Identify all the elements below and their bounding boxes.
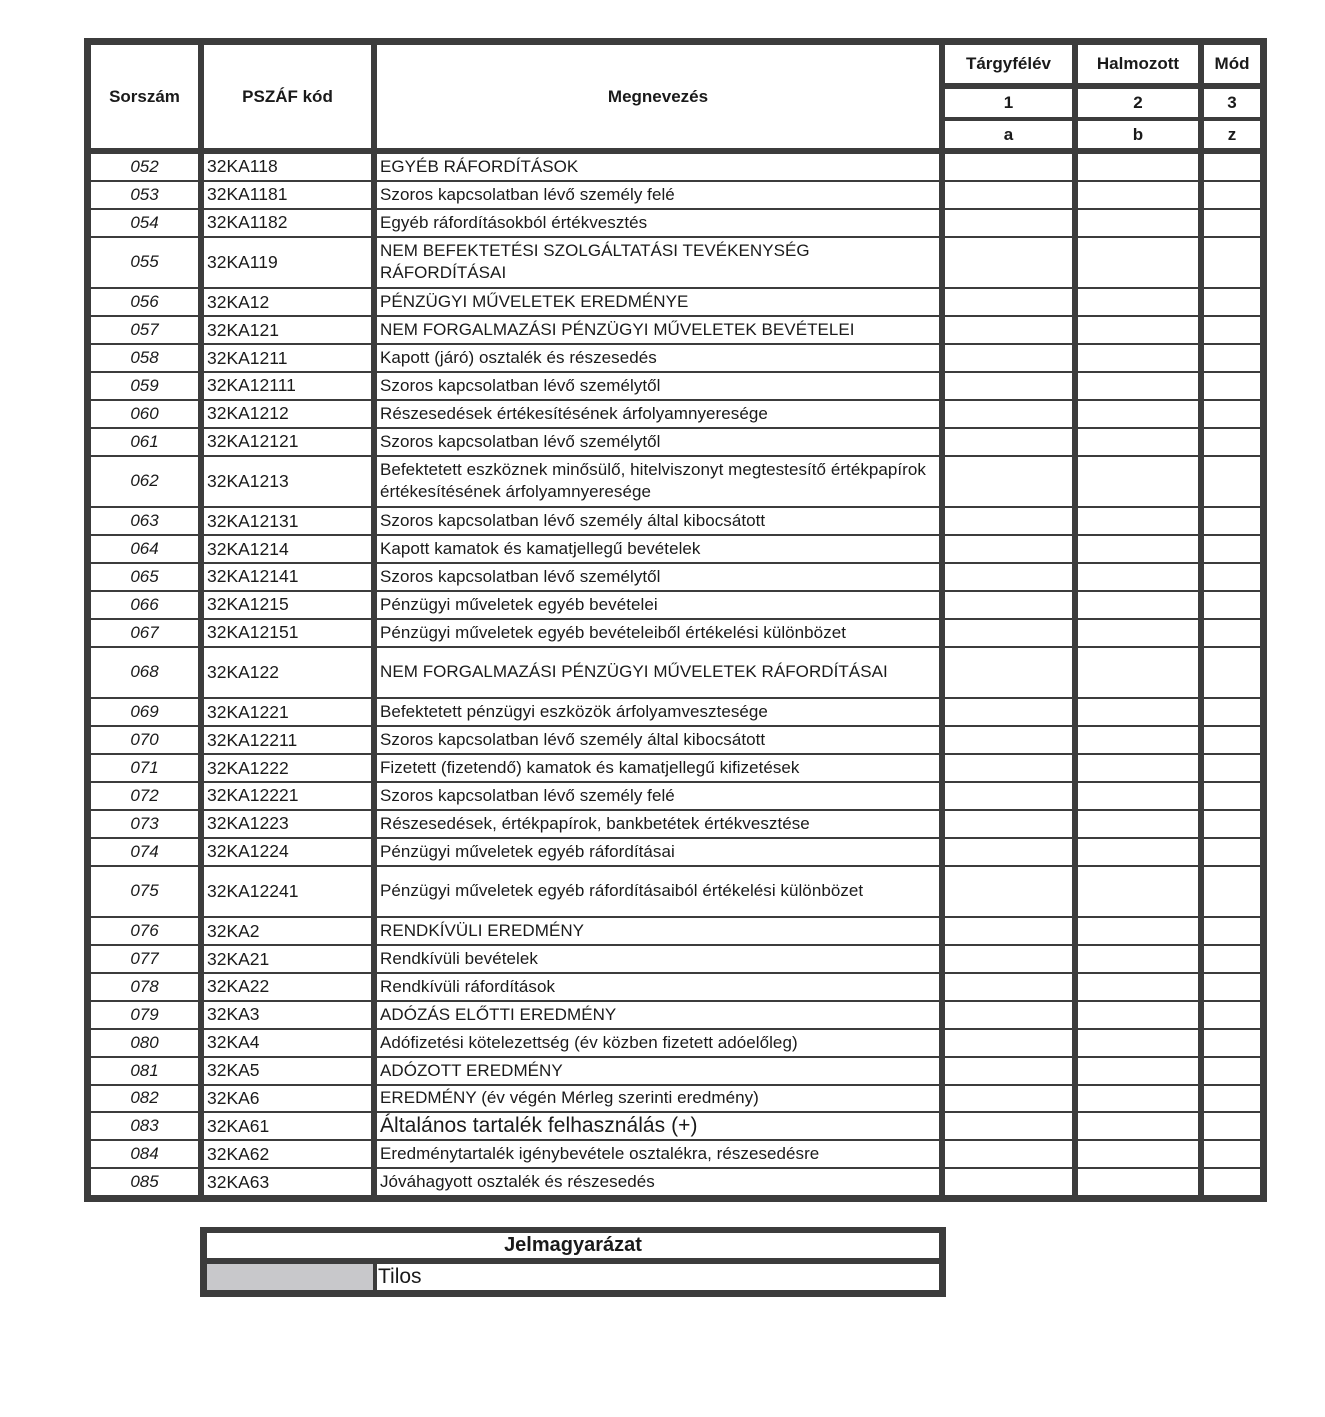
cell-sorszam: 077 [91, 946, 198, 972]
cell-halmozott[interactable] [1078, 373, 1198, 399]
cell-mod[interactable] [1204, 238, 1260, 288]
header-col3-number: 3 [1204, 89, 1260, 117]
cell-halmozott[interactable] [1078, 536, 1198, 562]
cell-pszaf-kod: 32KA1215 [204, 592, 371, 618]
cell-halmozott[interactable] [1078, 783, 1198, 809]
cell-halmozott[interactable] [1078, 154, 1198, 180]
cell-halmozott[interactable] [1078, 210, 1198, 236]
cell-halmozott[interactable] [1078, 564, 1198, 590]
cell-pszaf-kod: 32KA1182 [204, 210, 371, 236]
cell-mod[interactable] [1204, 1141, 1260, 1167]
cell-halmozott[interactable] [1078, 401, 1198, 427]
cell-targyfelev[interactable] [945, 1030, 1072, 1056]
cell-halmozott[interactable] [1078, 345, 1198, 371]
cell-halmozott[interactable] [1078, 1002, 1198, 1028]
cell-halmozott[interactable] [1078, 182, 1198, 208]
cell-pszaf-kod: 32KA1223 [204, 811, 371, 837]
cell-targyfelev[interactable] [945, 1169, 1072, 1195]
cell-sorszam: 078 [91, 974, 198, 1000]
header-megnevezes: Megnevezés [377, 45, 939, 148]
cell-mod[interactable] [1204, 1169, 1260, 1195]
cell-pszaf-kod: 32KA63 [204, 1169, 371, 1195]
cell-sorszam: 085 [91, 1169, 198, 1195]
cell-pszaf-kod: 32KA61 [204, 1113, 371, 1139]
cell-targyfelev[interactable] [945, 373, 1072, 399]
cell-sorszam: 056 [91, 289, 198, 315]
cell-sorszam: 064 [91, 536, 198, 562]
cell-halmozott[interactable] [1078, 1113, 1198, 1139]
cell-pszaf-kod: 32KA12111 [204, 373, 371, 399]
cell-halmozott[interactable] [1078, 1086, 1198, 1112]
cell-targyfelev[interactable] [945, 839, 1072, 865]
cell-sorszam: 073 [91, 811, 198, 837]
cell-targyfelev[interactable] [945, 317, 1072, 343]
cell-mod[interactable] [1204, 289, 1260, 315]
cell-megnevezes: Befektetett pénzügyi eszközök árfolyamvesztesége [377, 699, 939, 725]
cell-sorszam: 069 [91, 699, 198, 725]
cell-mod[interactable] [1204, 648, 1260, 698]
cell-targyfelev[interactable] [945, 182, 1072, 208]
cell-sorszam: 071 [91, 755, 198, 781]
cell-megnevezes: Szoros kapcsolatban lévő személy felé [377, 783, 939, 809]
cell-targyfelev[interactable] [945, 1141, 1072, 1167]
cell-targyfelev[interactable] [945, 1002, 1072, 1028]
cell-targyfelev[interactable] [945, 946, 1072, 972]
cell-sorszam: 062 [91, 457, 198, 507]
cell-mod[interactable] [1204, 457, 1260, 507]
cell-mod[interactable] [1204, 592, 1260, 618]
cell-targyfelev[interactable] [945, 401, 1072, 427]
cell-sorszam: 074 [91, 839, 198, 865]
legend-label-forbidden: Tilos [377, 1264, 939, 1290]
cell-pszaf-kod: 32KA6 [204, 1086, 371, 1112]
cell-megnevezes: Szoros kapcsolatban lévő személy által kibocsátott [377, 727, 939, 753]
cell-mod[interactable] [1204, 811, 1260, 837]
cell-targyfelev[interactable] [945, 1058, 1072, 1084]
cell-megnevezes: Rendkívüli bevételek [377, 946, 939, 972]
cell-mod[interactable] [1204, 974, 1260, 1000]
cell-targyfelev[interactable] [945, 1113, 1072, 1139]
cell-mod[interactable] [1204, 1113, 1260, 1139]
cell-sorszam: 058 [91, 345, 198, 371]
cell-halmozott[interactable] [1078, 946, 1198, 972]
cell-megnevezes: Pénzügyi műveletek egyéb bevételeiből értékelési különbözet [377, 620, 939, 646]
cell-pszaf-kod: 32KA21 [204, 946, 371, 972]
cell-halmozott[interactable] [1078, 1141, 1198, 1167]
cell-sorszam: 059 [91, 373, 198, 399]
cell-mod[interactable] [1204, 182, 1260, 208]
legend-swatch-forbidden [207, 1264, 373, 1290]
cell-megnevezes: Szoros kapcsolatban lévő személy által kibocsátott [377, 508, 939, 534]
cell-sorszam: 068 [91, 648, 198, 698]
header-col2-number: 2 [1078, 89, 1198, 117]
cell-sorszam: 055 [91, 238, 198, 288]
cell-megnevezes: NEM BEFEKTETÉSI SZOLGÁLTATÁSI TEVÉKENYSÉG RÁFORDÍTÁSAI [377, 238, 939, 288]
cell-sorszam: 052 [91, 154, 198, 180]
cell-sorszam: 072 [91, 783, 198, 809]
cell-sorszam: 075 [91, 867, 198, 917]
cell-pszaf-kod: 32KA118 [204, 154, 371, 180]
cell-megnevezes: Pénzügyi műveletek egyéb bevételei [377, 592, 939, 618]
cell-halmozott[interactable] [1078, 620, 1198, 646]
cell-targyfelev[interactable] [945, 345, 1072, 371]
cell-pszaf-kod: 32KA1221 [204, 699, 371, 725]
cell-sorszam: 061 [91, 429, 198, 455]
cell-pszaf-kod: 32KA12141 [204, 564, 371, 590]
cell-halmozott[interactable] [1078, 755, 1198, 781]
legend-box [200, 1227, 946, 1297]
report-table [84, 38, 1267, 1202]
cell-halmozott[interactable] [1078, 974, 1198, 1000]
cell-sorszam: 053 [91, 182, 198, 208]
cell-sorszam: 080 [91, 1030, 198, 1056]
cell-mod[interactable] [1204, 508, 1260, 534]
cell-halmozott[interactable] [1078, 317, 1198, 343]
cell-pszaf-kod: 32KA4 [204, 1030, 371, 1056]
cell-mod[interactable] [1204, 536, 1260, 562]
cell-targyfelev[interactable] [945, 289, 1072, 315]
cell-mod[interactable] [1204, 699, 1260, 725]
cell-pszaf-kod: 32KA22 [204, 974, 371, 1000]
cell-pszaf-kod: 32KA1211 [204, 345, 371, 371]
cell-mod[interactable] [1204, 564, 1260, 590]
cell-targyfelev[interactable] [945, 564, 1072, 590]
cell-halmozott[interactable] [1078, 1030, 1198, 1056]
cell-sorszam: 070 [91, 727, 198, 753]
cell-mod[interactable] [1204, 317, 1260, 343]
cell-halmozott[interactable] [1078, 1169, 1198, 1195]
cell-sorszam: 081 [91, 1058, 198, 1084]
cell-megnevezes: Kapott kamatok és kamatjellegű bevételek [377, 536, 939, 562]
cell-targyfelev[interactable] [945, 592, 1072, 618]
cell-megnevezes: Fizetett (fizetendő) kamatok és kamatjellegű kifizetések [377, 755, 939, 781]
cell-megnevezes: PÉNZÜGYI MŰVELETEK EREDMÉNYE [377, 289, 939, 315]
cell-sorszam: 076 [91, 918, 198, 944]
cell-pszaf-kod: 32KA12241 [204, 867, 371, 917]
cell-mod[interactable] [1204, 1002, 1260, 1028]
cell-halmozott[interactable] [1078, 429, 1198, 455]
cell-sorszam: 054 [91, 210, 198, 236]
cell-pszaf-kod: 32KA1181 [204, 182, 371, 208]
cell-megnevezes: NEM FORGALMAZÁSI PÉNZÜGYI MŰVELETEK BEVÉTELEI [377, 317, 939, 343]
cell-pszaf-kod: 32KA12 [204, 289, 371, 315]
cell-targyfelev[interactable] [945, 755, 1072, 781]
cell-targyfelev[interactable] [945, 918, 1072, 944]
cell-halmozott[interactable] [1078, 867, 1198, 917]
cell-pszaf-kod: 32KA12151 [204, 620, 371, 646]
header-col3-letter: z [1204, 121, 1260, 148]
cell-pszaf-kod: 32KA121 [204, 317, 371, 343]
cell-targyfelev[interactable] [945, 648, 1072, 698]
header-targyfelev: Tárgyfélév [945, 45, 1072, 83]
cell-halmozott[interactable] [1078, 648, 1198, 698]
cell-megnevezes: RENDKÍVÜLI EREDMÉNY [377, 918, 939, 944]
header-pszaf-kod: PSZÁF kód [204, 45, 371, 148]
cell-megnevezes: Eredménytartalék igénybevétele osztalékra, részesedésre [377, 1141, 939, 1167]
cell-pszaf-kod: 32KA12121 [204, 429, 371, 455]
cell-mod[interactable] [1204, 867, 1260, 917]
cell-sorszam: 065 [91, 564, 198, 590]
legend-title: Jelmagyarázat [207, 1233, 939, 1258]
cell-pszaf-kod: 32KA3 [204, 1002, 371, 1028]
header-col1-letter: a [945, 121, 1072, 148]
cell-sorszam: 060 [91, 401, 198, 427]
cell-pszaf-kod: 32KA12131 [204, 508, 371, 534]
cell-mod[interactable] [1204, 783, 1260, 809]
cell-sorszam: 084 [91, 1141, 198, 1167]
cell-halmozott[interactable] [1078, 289, 1198, 315]
cell-megnevezes: EREDMÉNY (év végén Mérleg szerinti eredmény) [377, 1086, 939, 1112]
cell-halmozott[interactable] [1078, 918, 1198, 944]
cell-sorszam: 082 [91, 1086, 198, 1112]
cell-mod[interactable] [1204, 1086, 1260, 1112]
cell-mod[interactable] [1204, 210, 1260, 236]
cell-targyfelev[interactable] [945, 1086, 1072, 1112]
header-mod: Mód [1204, 45, 1260, 83]
cell-targyfelev[interactable] [945, 974, 1072, 1000]
cell-pszaf-kod: 32KA1222 [204, 755, 371, 781]
cell-mod[interactable] [1204, 946, 1260, 972]
cell-mod[interactable] [1204, 755, 1260, 781]
cell-halmozott[interactable] [1078, 238, 1198, 288]
cell-pszaf-kod: 32KA119 [204, 238, 371, 288]
cell-mod[interactable] [1204, 373, 1260, 399]
cell-pszaf-kod: 32KA2 [204, 918, 371, 944]
cell-targyfelev[interactable] [945, 536, 1072, 562]
cell-halmozott[interactable] [1078, 508, 1198, 534]
cell-halmozott[interactable] [1078, 727, 1198, 753]
cell-megnevezes: ADÓZOTT EREDMÉNY [377, 1058, 939, 1084]
cell-targyfelev[interactable] [945, 210, 1072, 236]
cell-pszaf-kod: 32KA1213 [204, 457, 371, 507]
cell-targyfelev[interactable] [945, 508, 1072, 534]
header-col1-number: 1 [945, 89, 1072, 117]
cell-targyfelev[interactable] [945, 783, 1072, 809]
cell-pszaf-kod: 32KA1214 [204, 536, 371, 562]
cell-targyfelev[interactable] [945, 154, 1072, 180]
cell-mod[interactable] [1204, 918, 1260, 944]
cell-megnevezes: Szoros kapcsolatban lévő személy felé [377, 182, 939, 208]
cell-megnevezes: Jóváhagyott osztalék és részesedés [377, 1169, 939, 1195]
cell-mod[interactable] [1204, 1030, 1260, 1056]
cell-halmozott[interactable] [1078, 457, 1198, 507]
cell-mod[interactable] [1204, 401, 1260, 427]
cell-mod[interactable] [1204, 1058, 1260, 1084]
cell-targyfelev[interactable] [945, 238, 1072, 288]
cell-halmozott[interactable] [1078, 1058, 1198, 1084]
cell-megnevezes: Általános tartalék felhasználás (+) [377, 1113, 939, 1139]
cell-mod[interactable] [1204, 429, 1260, 455]
cell-mod[interactable] [1204, 154, 1260, 180]
cell-megnevezes: EGYÉB RÁFORDÍTÁSOK [377, 154, 939, 180]
cell-megnevezes: Kapott (járó) osztalék és részesedés [377, 345, 939, 371]
cell-megnevezes: Pénzügyi műveletek egyéb ráfordításai [377, 839, 939, 865]
cell-pszaf-kod: 32KA1212 [204, 401, 371, 427]
cell-targyfelev[interactable] [945, 620, 1072, 646]
cell-targyfelev[interactable] [945, 457, 1072, 507]
cell-sorszam: 083 [91, 1113, 198, 1139]
header-halmozott: Halmozott [1078, 45, 1198, 83]
cell-megnevezes: Egyéb ráfordításokból értékvesztés [377, 210, 939, 236]
cell-pszaf-kod: 32KA62 [204, 1141, 371, 1167]
cell-sorszam: 063 [91, 508, 198, 534]
cell-megnevezes: Szoros kapcsolatban lévő személytől [377, 429, 939, 455]
cell-megnevezes: NEM FORGALMAZÁSI PÉNZÜGYI MŰVELETEK RÁFORDÍTÁSAI [377, 648, 939, 698]
cell-megnevezes: ADÓZÁS ELŐTTI EREDMÉNY [377, 1002, 939, 1028]
cell-megnevezes: Pénzügyi műveletek egyéb ráfordításaiból értékelési különbözet [377, 867, 939, 917]
cell-halmozott[interactable] [1078, 839, 1198, 865]
cell-megnevezes: Szoros kapcsolatban lévő személytől [377, 373, 939, 399]
cell-sorszam: 079 [91, 1002, 198, 1028]
cell-pszaf-kod: 32KA1224 [204, 839, 371, 865]
cell-sorszam: 067 [91, 620, 198, 646]
cell-mod[interactable] [1204, 620, 1260, 646]
cell-pszaf-kod: 32KA12211 [204, 727, 371, 753]
cell-targyfelev[interactable] [945, 699, 1072, 725]
cell-pszaf-kod: 32KA122 [204, 648, 371, 698]
cell-megnevezes: Részesedések, értékpapírok, bankbetétek értékvesztése [377, 811, 939, 837]
cell-megnevezes: Befektetett eszköznek minősülő, hitelviszonyt megtestesítő értékpapírok értékesítésének árfolyamnyeresége [377, 457, 939, 507]
cell-pszaf-kod: 32KA12221 [204, 783, 371, 809]
cell-sorszam: 057 [91, 317, 198, 343]
cell-megnevezes: Részesedések értékesítésének árfolyamnyeresége [377, 401, 939, 427]
cell-halmozott[interactable] [1078, 699, 1198, 725]
cell-halmozott[interactable] [1078, 811, 1198, 837]
cell-pszaf-kod: 32KA5 [204, 1058, 371, 1084]
header-sorszam: Sorszám [91, 45, 198, 148]
cell-megnevezes: Rendkívüli ráfordítások [377, 974, 939, 1000]
cell-targyfelev[interactable] [945, 811, 1072, 837]
header-col2-letter: b [1078, 121, 1198, 148]
cell-mod[interactable] [1204, 727, 1260, 753]
cell-halmozott[interactable] [1078, 592, 1198, 618]
cell-targyfelev[interactable] [945, 867, 1072, 917]
cell-targyfelev[interactable] [945, 727, 1072, 753]
cell-megnevezes: Szoros kapcsolatban lévő személytől [377, 564, 939, 590]
cell-megnevezes: Adófizetési kötelezettség (év közben fizetett adóelőleg) [377, 1030, 939, 1056]
cell-mod[interactable] [1204, 839, 1260, 865]
cell-sorszam: 066 [91, 592, 198, 618]
cell-mod[interactable] [1204, 345, 1260, 371]
cell-targyfelev[interactable] [945, 429, 1072, 455]
